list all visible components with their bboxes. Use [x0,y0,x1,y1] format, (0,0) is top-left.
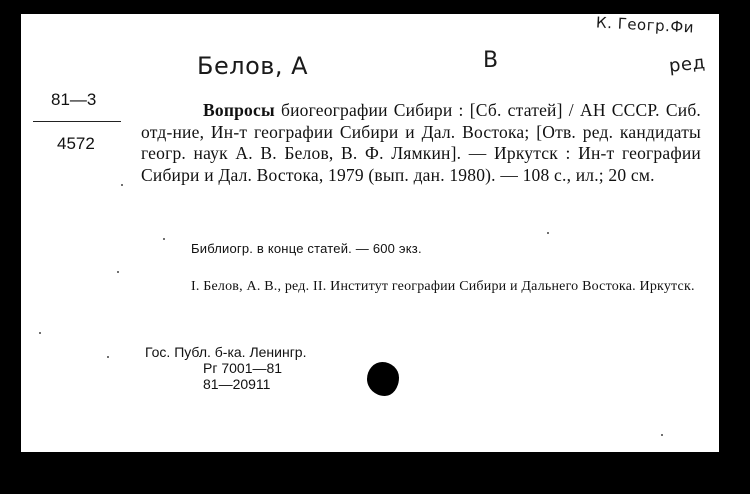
library-number: 81—20911 [203,376,271,392]
ink-blot [367,362,399,396]
speck [107,356,109,358]
speck [661,434,663,436]
library-name: Гос. Публ. б-ка. Ленингр. [145,344,307,360]
handwritten-subject-note: К. Геогр.Фи [595,13,695,37]
shelf-mark-top: 81—3 [51,90,97,109]
speck [121,184,123,186]
speck [163,238,165,240]
library-stamp [145,344,307,392]
speck [547,232,549,234]
catalog-card [21,14,719,452]
shelf-mark-bottom: 4572 [57,134,95,153]
handwritten-role: ред [668,52,707,77]
handwritten-letter: В [483,48,499,73]
library-register: Рг 7001—81 [203,360,283,376]
tracing-note: I. Белов, А. В., ред. II. Институт географии Сибири и Дальнего Востока. Иркутск. [191,279,695,294]
shelf-mark-divider [33,121,121,122]
speck [39,332,41,334]
bibliography-note: Библиогр. в конце статей. — 600 экз. [191,241,422,256]
speck [117,271,119,273]
handwritten-author: Белов, А [197,52,309,80]
entry-description: биогеографии Сибири : [Сб. статей] / АН СССР. Сиб. отд-ние, Ин-т географии Сибири и Дал. Востока; [Отв. ред. кандидаты геогр. наук А. В. Белов, В. Ф. Лямкин]. — Иркутск : Ин-т географии Сибири и Дал. Востока, 1979 (вып. дан. 1980). — 108 с., ил.; 20 см. [141,100,702,185]
main-entry [141,100,701,186]
entry-title: Вопросы [203,100,275,120]
